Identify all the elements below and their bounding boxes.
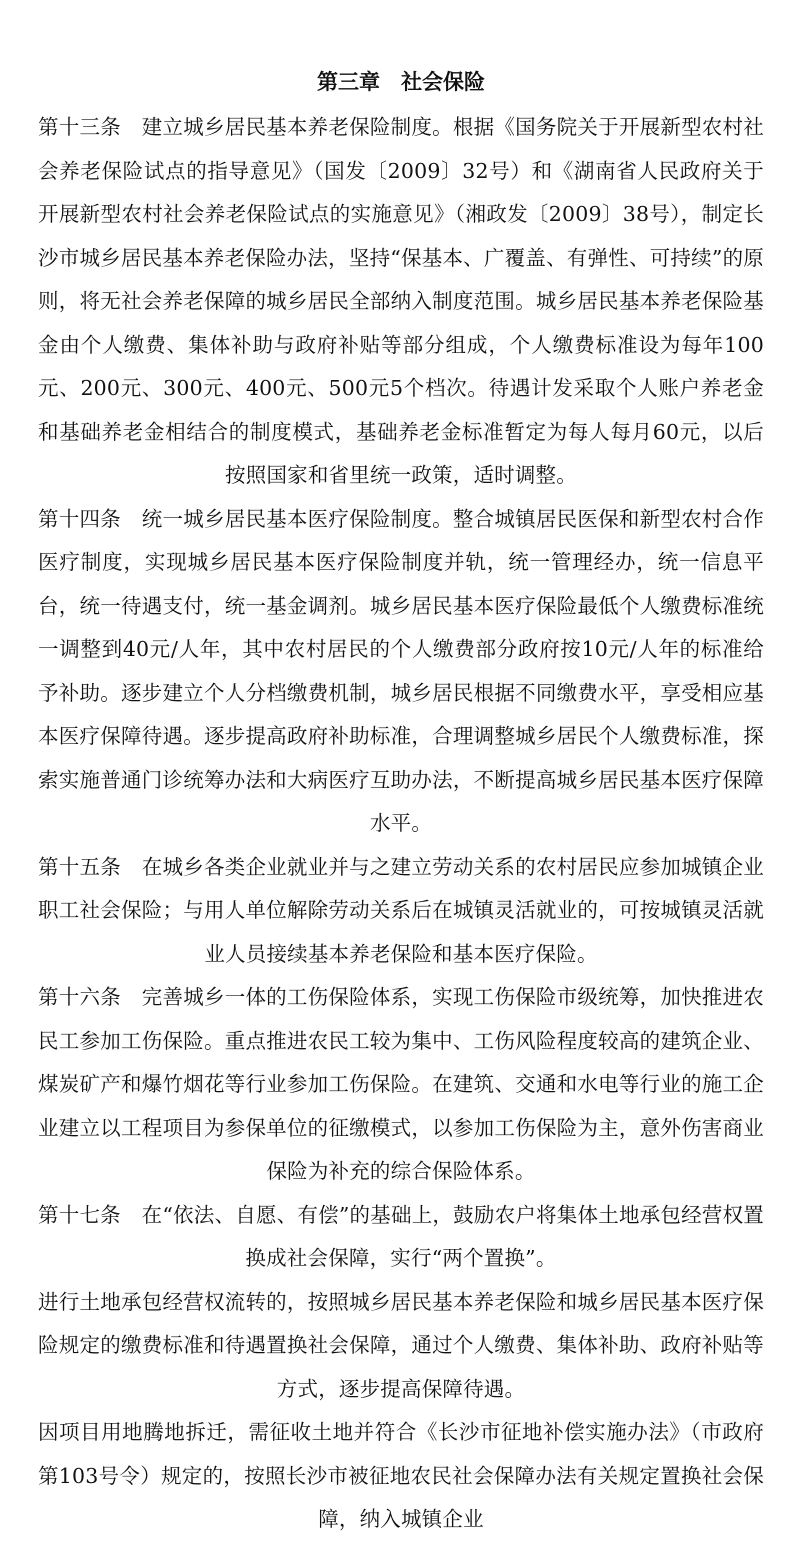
article-17-paragraph: 第十七条 在“依法、自愿、有偿”的基础上，鼓励农户将集体土地承包经营权置换成社会保障，实行“两个置换”。 <box>38 1202 764 1270</box>
land-expropriation-paragraph: 因项目用地腾地拆迁，需征收土地并符合《长沙市征地补偿实施办法》（市政府第103号令）规定的，按照长沙市被征地农民社会保障办法有关规定置换社会保障，纳入城镇企业 <box>38 1420 764 1531</box>
article-16-paragraph: 第十六条 完善城乡一体的工伤保险体系，实现工伤保险市级统筹，加快推进农民工参加工伤保险。重点推进农民工较为集中、工伤风险程度较高的建筑企业、煤炭矿产和爆竹烟花等行业参加工伤保险。在建筑、交通和水电等行业的施工企业建立以工程项目为参保单位的征缴模式，以参加工伤保险为主，意外伤害商业保险为补充的综合保险体系。 <box>38 985 764 1183</box>
article-13-paragraph: 第十三条 建立城乡居民基本养老保险制度。根据《国务院关于开展新型农村社会养老保险试点的指导意见》（国发〔2009〕32号）和《湖南省人民政府关于开展新型农村社会养老保险试点的实施意见》（湘政发〔2009〕38号），制定长沙市城乡居民基本养老保险办法，坚持“保基本、广覆盖、有弹性、可持续”的原则，将无社会养老保障的城乡居民全部纳入制度范围。城乡居民基本养老保险基金由个人缴费、集体补助与政府补贴等部分组成，个人缴费标准设为每年100元、200元、300元、400元、500元5个档次。待遇计发采取个人账户养老金和基础养老金相结合的制度模式，基础养老金标准暂定为每人每月60元，以后按照国家和省里统一政策，适时调整。 <box>38 115 764 487</box>
article-15-paragraph: 第十五条 在城乡各类企业就业并与之建立劳动关系的农村居民应参加城镇企业职工社会保险；与用人单位解除劳动关系后在城镇灵活就业的，可按城镇灵活就业人员接续基本养老保险和基本医疗保险。 <box>38 854 764 966</box>
land-contract-transfer-paragraph: 进行土地承包经营权流转的，按照城乡居民基本养老保险和城乡居民基本医疗保险规定的缴费标准和待遇置换社会保障，通过个人缴费、集体补助、政府补贴等方式，逐步提高保障待遇。 <box>38 1289 764 1401</box>
article-14-paragraph: 第十四条 统一城乡居民基本医疗保险制度。整合城镇居民医保和新型农村合作医疗制度，实现城乡居民基本医疗保险制度并轨，统一管理经办，统一信息平台，统一待遇支付，统一基金调剂。城乡居民基本医疗保险最低个人缴费标准统一调整到40元/人年，其中农村居民的个人缴费部分政府按10元/人年的标准给予补助。逐步建立个人分档缴费机制，城乡居民根据不同缴费水平，享受相应基本医疗保障待遇。逐步提高政府补助标准，合理调整城乡居民个人缴费标准，探索实施普通门诊统筹办法和大病医疗互助办法，不断提高城乡居民基本医疗保障水平。 <box>38 506 764 835</box>
chapter-title: 第三章 社会保险 <box>317 70 485 94</box>
